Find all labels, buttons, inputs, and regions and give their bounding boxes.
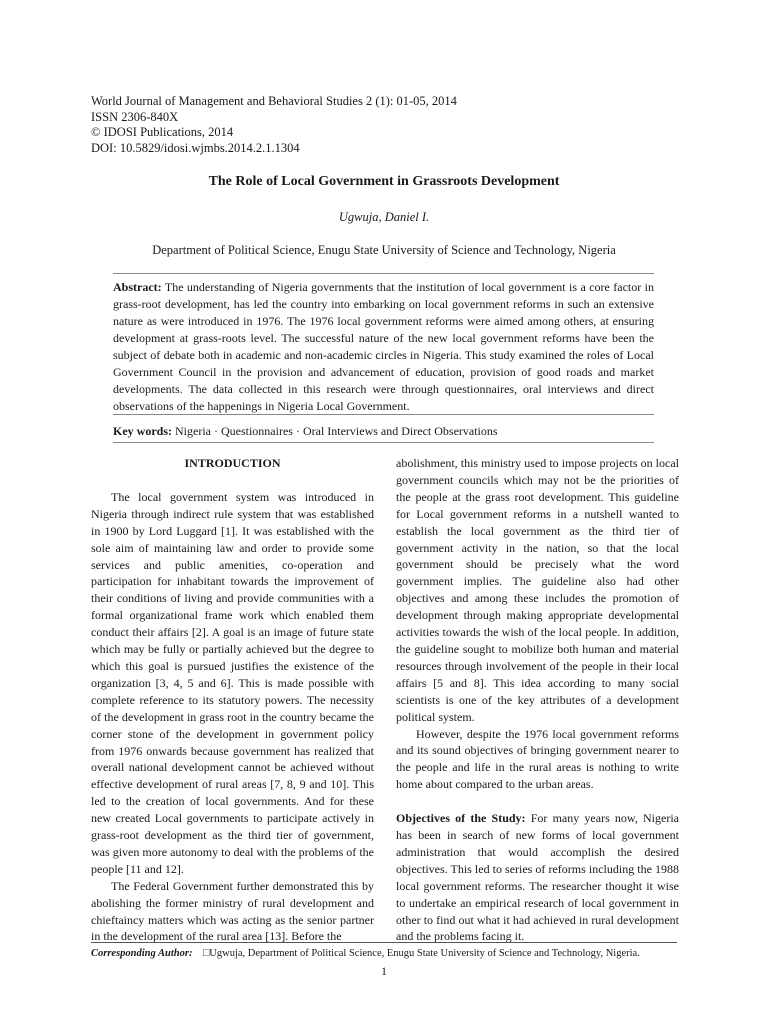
corresponding-author-label: Corresponding Author:	[91, 948, 193, 959]
paragraph-gap	[396, 793, 679, 810]
publisher: © IDOSI Publications, 2014	[91, 125, 234, 139]
keywords-rule	[113, 442, 654, 443]
intro-paragraph-3: abolishment, this ministry used to impose projects on local government councils which may not be the priorities of the people at the grass root development. This guideline for Local government reforms in a nutshell wanted to establish the local government as the third tier of government activity in the nation, so that the local government should be precisely what the word government implies. The guideline also had other objectives and among these includes the promotion of development through making appropriate developmental activities towards the wish of the local people. In addition, the guideline sought to mobilize both human and material resources through involvement of the people in their local affairs [5 and 8]. This idea according to many social scientists is one of the key attributes of a development political system.	[396, 456, 679, 724]
issn: ISSN 2306-840X	[91, 109, 179, 124]
left-column	[91, 455, 374, 945]
intro-heading: INTRODUCTION	[184, 456, 281, 470]
journal-header	[91, 94, 457, 156]
paper-title: The Role of Local Government in Grassroots Development	[208, 174, 560, 189]
intro-paragraph-1: The local government system was introduced in Nigeria through indirect rule system that was established in 1900 by Lord Luggard [1]. It was established with the sole aim of maintaining law and order to provide some services and public amenities, co-operation and participation for inhabitant towards the improvement of their conditions of living and provide communities with a formal organizational frame work which enabled them conduct their affairs [2]. A goal is an image of future state which may be fully or partially achieved but the degree to which this goal is pursued justifies the existence of the organization [3, 4, 5 and 6]. This is made possible with complete reference to its statutory powers. The necessity of the development in grass root in the country became the corner stone of the development in government policy from 1976 onwards because government has realized that overall national development cannot be achieved without effective development of rural areas [7, 8, 9 and 10]. This led to the creation of local governments. And for these new created Local governments to participate actively in grass-root development as the third tier of government, was given more autonomy to deal with the problems of the people [11 and 12].	[91, 489, 374, 876]
objectives-paragraph	[396, 810, 679, 945]
abstract-bottom-rule	[113, 414, 654, 415]
abstract-label: Abstract:	[113, 280, 162, 294]
author-affiliation: Department of Political Science, Enugu State University of Science and Technology, Nigeria	[152, 243, 616, 257]
corresponding-author-text: □Ugwuja, Department of Political Science, Enugu State University of Science and Technology, Nigeria.	[202, 948, 640, 959]
objectives-text: For many years now, Nigeria has been in search of new forms of local government administration that would accomplish the desired objectives. This led to series of reforms including the 1988 local government reforms. The researcher thought it wise to undertake an empirical research of local government in other to find out what it had achieved in rural development and the problems facing it.	[396, 811, 679, 944]
keywords	[113, 423, 654, 440]
right-column	[396, 455, 679, 945]
journal-citation: World Journal of Management and Behavioral Studies 2 (1): 01-05, 2014	[91, 94, 457, 108]
footer-rule	[91, 942, 677, 943]
corresponding-author	[91, 948, 691, 959]
intro-paragraph-2: The Federal Government further demonstrated this by abolishing the former ministry of rural development and chieftaincy matters which was acting as the senior partner in the development of the rural area [13]. Before the	[91, 878, 374, 944]
objectives-label: Objectives of the Study:	[396, 811, 526, 826]
abstract-text: The understanding of Nigeria governments that the institution of local government is a core factor in grass-root development, has led the country into embarking on local government reforms in such an extensive nature as were introduced in 1976. The 1976 local government reforms were aimed among others, at ensuring development at grass-roots level. The successful nature of the new local government reforms have been the subject of debate both in academic and non-academic circles in Nigeria. This study examined the roles of Local Government Council in the provision and advancement of education, provision of good roads and market developments. The data collected in this research were through questionnaires, oral interviews and direct observations of the happenings in Nigeria Local Government.	[113, 280, 654, 413]
page-number: 1	[381, 964, 387, 978]
author-name: Ugwuja, Daniel I.	[338, 210, 430, 224]
abstract	[113, 279, 654, 415]
keywords-text: Nigeria · Questionnaires · Oral Interviews and Direct Observations	[175, 424, 498, 438]
doi: DOI: 10.5829/idosi.wjmbs.2014.2.1.1304	[91, 140, 300, 155]
intro-paragraph-4: However, despite the 1976 local government reforms and its sound objectives of bringing government nearer to the people and life in the rural areas is nothing to write home about compared to the urban areas.	[396, 726, 679, 792]
keywords-label: Key words:	[113, 424, 172, 438]
abstract-top-rule	[113, 273, 654, 274]
